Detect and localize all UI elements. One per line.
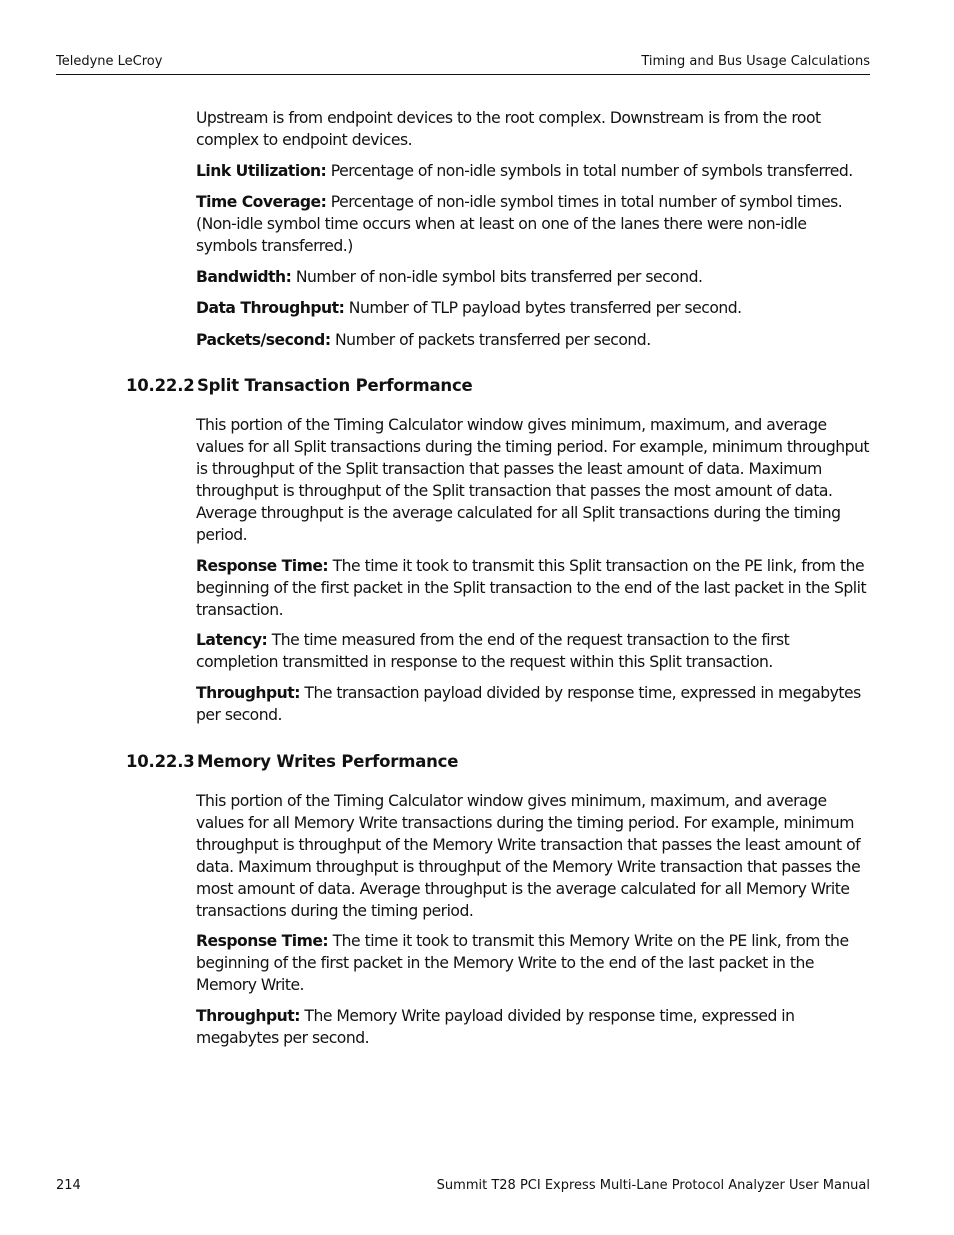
packets-second-definition xyxy=(196,329,870,351)
memwrite-intro-paragraph: This portion of the Timing Calculator window gives minimum, maximum, and average values for all Memory Write transactions during the timing period. For example, minimum throughput is throughput of the Memory Write transaction that passes the least amount of data. Maximum throughput is throughput of the Memory Write transaction that passes the most amount of data. Average throughput is the average calculated for all Memory Write transactions during the timing period. xyxy=(196,792,861,920)
definition-text: The time measured from the end of the request transaction to the first completion transmitted in response to the request within this Split transaction. xyxy=(196,631,790,671)
split-intro-paragraph: This portion of the Timing Calculator window gives minimum, maximum, and average values for all Split transactions during the timing period. For example, minimum throughput is throughput of the Split transaction that passes the least amount of data. Maximum throughput is throughput of the Split transaction that passes the most amount of data. Average throughput is the average calculated for all Split transactions during the timing period. xyxy=(196,416,870,544)
definition-text: The Memory Write payload divided by response time, expressed in megabytes per second. xyxy=(196,1007,795,1047)
header-company: Teledyne LeCroy xyxy=(56,54,163,69)
definition-text: The time it took to transmit this Split transaction on the PE link, from the beginning of the first packet in the Split transaction to the end of the last packet in the Split transaction. xyxy=(196,557,867,619)
data-throughput-definition xyxy=(196,297,870,319)
memwrite-response-time-definition xyxy=(196,930,870,996)
section-heading-memory-writes xyxy=(126,751,458,773)
bandwidth-definition xyxy=(196,266,870,288)
section-title: Split Transaction Performance xyxy=(197,376,473,395)
header-rule xyxy=(56,74,870,75)
term: Latency: xyxy=(196,631,268,649)
section-title: Memory Writes Performance xyxy=(197,752,459,771)
section-number: 10.22.2 xyxy=(126,376,195,395)
term: Throughput: xyxy=(196,1007,300,1025)
footer-manual-title: Summit T28 PCI Express Multi-Lane Protocol Analyzer User Manual xyxy=(436,1178,870,1193)
intro-paragraph: Upstream is from endpoint devices to the root complex. Downstream is from the root complex to endpoint devices. xyxy=(196,109,821,149)
link-utilization-definition xyxy=(196,160,870,182)
split-response-time-definition xyxy=(196,555,870,621)
definition-text: Percentage of non-idle symbol times in total number of symbol times. (Non-idle symbol time occurs when at least on one of the lanes there were non-idle symbols transferred.) xyxy=(196,193,843,255)
definition-text: Number of non-idle symbol bits transferred per second. xyxy=(291,268,703,286)
split-throughput-definition xyxy=(196,682,870,726)
term: Response Time: xyxy=(196,557,329,575)
term: Data Throughput: xyxy=(196,299,345,317)
definition-text: Number of TLP payload bytes transferred per second. xyxy=(344,299,742,317)
page-number: 214 xyxy=(56,1178,81,1193)
term: Bandwidth: xyxy=(196,268,292,286)
definition-text: The transaction payload divided by response time, expressed in megabytes per second. xyxy=(196,684,861,724)
term: Link Utilization: xyxy=(196,162,327,180)
time-coverage-definition xyxy=(196,191,870,257)
term: Response Time: xyxy=(196,932,329,950)
definition-text: Number of packets transferred per second. xyxy=(330,331,651,349)
term: Packets/second: xyxy=(196,331,331,349)
term: Throughput: xyxy=(196,684,300,702)
term: Time Coverage: xyxy=(196,193,327,211)
definition-text: Percentage of non-idle symbols in total number of symbols transferred. xyxy=(326,162,853,180)
memwrite-throughput-definition xyxy=(196,1005,870,1049)
section-heading-split xyxy=(126,375,473,397)
split-latency-definition xyxy=(196,629,870,673)
section-number: 10.22.3 xyxy=(126,752,195,771)
header-chapter-title: Timing and Bus Usage Calculations xyxy=(641,54,870,69)
definition-text: The time it took to transmit this Memory Write on the PE link, from the beginning of the first packet in the Memory Write to the end of the last packet in the Memory Write. xyxy=(196,932,849,994)
